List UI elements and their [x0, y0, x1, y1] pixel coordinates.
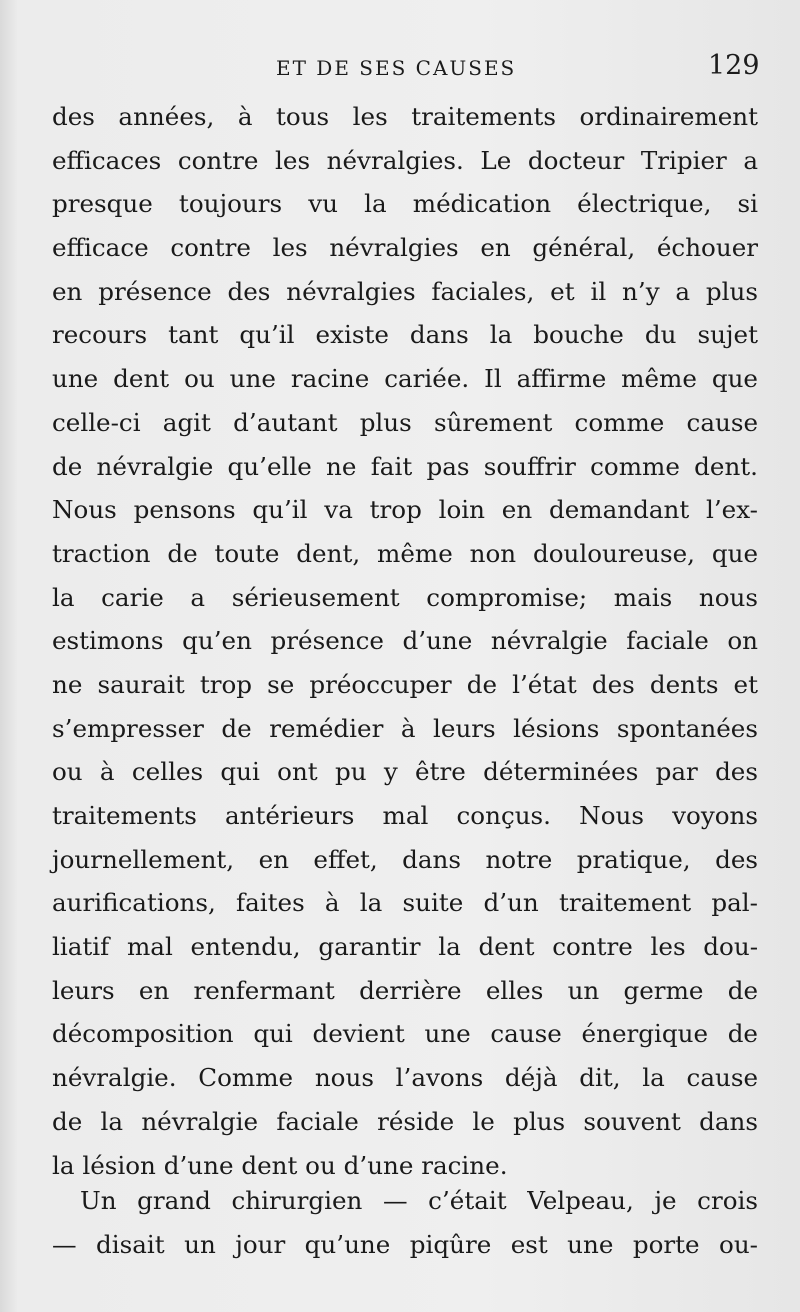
text-line: en présence des névralgies faciales, et il n’y a plus	[52, 276, 758, 306]
text-line: une dent ou une racine cariée. Il affirme même que	[52, 364, 758, 394]
text-line: leurs en renfermant derrière elles un germe de	[52, 975, 758, 1005]
text-line: — disait un jour qu’une piqûre est une porte ou-	[52, 1229, 758, 1259]
text-line: la carie a sérieusement compromise; mais nous	[52, 582, 758, 612]
paragraph-1	[52, 95, 758, 1187]
text-line: ou à celles qui ont pu y être déterminées par des	[52, 757, 758, 787]
text-line: la lésion d’une dent ou d’une racine.	[52, 1150, 508, 1180]
page-number: 129	[708, 50, 760, 81]
text-line: de névralgie qu’elle ne fait pas souffrir comme dent.	[52, 451, 758, 481]
text-line: presque toujours vu la médication électrique, si	[52, 189, 758, 219]
text-line: de la névralgie faciale réside le plus souvent dans	[52, 1106, 758, 1136]
text-line: traction de toute dent, même non douloureuse, que	[52, 538, 758, 568]
paragraph-2	[52, 1179, 758, 1266]
text-line: journellement, en effet, dans notre pratique, des	[52, 844, 758, 874]
text-line: ne saurait trop se préoccuper de l’état des dents et	[52, 669, 758, 699]
text-line: Nous pensons qu’il va trop loin en demandant l’ex-	[52, 495, 758, 525]
text-line: celle-ci agit d’autant plus sûrement comme cause	[52, 407, 758, 437]
text-line: aurifications, faites à la suite d’un traitement pal-	[52, 888, 758, 918]
text-line: recours tant qu’il existe dans la bouche du sujet	[52, 320, 758, 350]
text-line: décomposition qui devient une cause énergique de	[52, 1019, 758, 1049]
text-line: s’empresser de remédier à leurs lésions spontanées	[52, 713, 758, 743]
text-line: efficace contre les névralgies en général, échouer	[52, 233, 758, 263]
text-line: traitements antérieurs mal conçus. Nous voyons	[52, 801, 758, 830]
text-line: Un grand chirurgien — c’était Velpeau, je crois	[80, 1186, 758, 1215]
running-head	[0, 50, 800, 90]
running-title: ET DE SES CAUSES	[276, 56, 517, 80]
text-line: liatif mal entendu, garantir la dent contre les dou-	[52, 932, 758, 962]
text-line: des années, à tous les traitements ordinairement	[52, 102, 758, 131]
text-line: efficaces contre les névralgies. Le docteur Tripier a	[52, 145, 758, 175]
text-line: névralgie. Comme nous l’avons déjà dit, la cause	[52, 1063, 758, 1093]
text-line: estimons qu’en présence d’une névralgie faciale on	[52, 626, 758, 656]
